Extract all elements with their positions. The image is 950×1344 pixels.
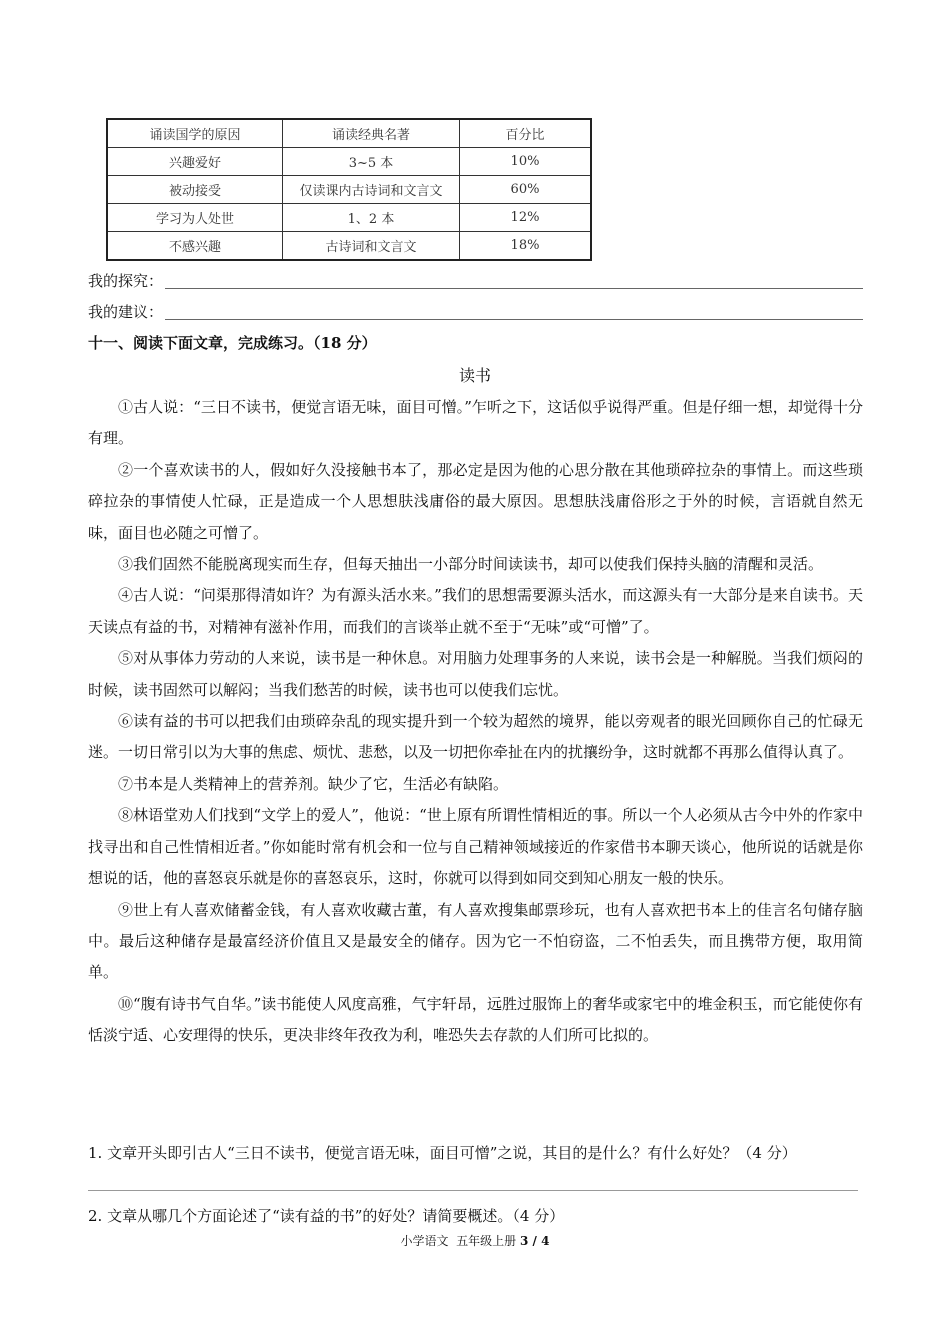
table-cell: 兴趣爱好 [107,148,283,176]
table-cell: 10% [460,148,592,176]
table-cell: 学习为人处世 [107,204,283,232]
explore-label: 我的探究： [88,272,164,290]
essay-paragraph: ①古人说：“三日不读书，便觉言语无味，面目可憎。”乍听之下，这话似乎说得严重。但是仔细一想，却觉得十分有理。 [88,398,863,448]
essay-paragraph: ⑤对从事体力劳动的人来说，读书是一种休息。对用脑力处理事务的人来说，读书会是一种解脱。当我们烦闷的时候，读书固然可以解闷；当我们愁苦的时候，读书也可以使我们忘忧。 [88,649,863,699]
table-cell: 18% [460,232,592,261]
suggest-label: 我的建议： [88,303,164,321]
footer-page-number: 3 / 4 [520,1234,550,1248]
essay-paragraph: ②一个喜欢读书的人，假如好久没接触书本了，那必定是因为他的心思分散在其他琐碎拉杂的事情上。而这些琐碎拉杂的事情使人忙碌，正是造成一个人思想肤浅庸俗的最大原因。思想肤浅庸俗形之于外的时候，言语就自然无味，面目也必随之可憎了。 [88,460,863,542]
question-1: 1. 文章开头即引古人“三日不读书，便觉言语无味，面目可憎”之说，其目的是什么？有什么好处？（4 分） [88,1144,797,1162]
table-cell: 3~5 本 [283,148,460,176]
table-header-cell: 百分比 [460,119,592,148]
page-footer [0,1232,950,1249]
essay-paragraph: ⑩“腹有诗书气自华。”读书能使人风度高雅，气宇轩昂，远胜过服饰上的奢华或家宅中的堆金积玉，而它能使你有恬淡宁适、心安理得的快乐，更决非终年孜孜为利，唯恐失去存款的人们所可比拟的。 [88,994,863,1045]
survey-table [106,118,592,261]
table-row [107,232,591,261]
essay-paragraph: ⑨世上有人喜欢储蓄金钱，有人喜欢收藏古董，有人喜欢搜集邮票珍玩，也有人喜欢把书本上的佳言名句储存脑中。最后这种储存是最富经济价值且又是最安全的储存。因为它一不怕窃盗，二不怕丢失，而且携带方便，取用简单。 [88,900,863,982]
essay-body [88,392,863,1052]
question-1-answer-line[interactable] [88,1190,858,1191]
essay-paragraph: ⑧林语堂劝人们找到“文学上的爱人”，他说：“世上原有所谓性情相近的事。所以一个人必须从古今中外的作家中找寻出和自己性情相近者。”你如能时常有机会和一位与自己精神领域接近的作家借书本聊天谈心，他所说的话就是你想说的话，他的喜怒哀乐就是你的喜怒哀乐，这时，你就可以得到如同交到知心朋友一般的快乐。 [88,806,863,888]
table-header-cell: 诵读国学的原因 [107,119,283,148]
table-row [107,176,591,204]
table-cell: 古诗词和文言文 [283,232,460,261]
section-heading: 十一、阅读下面文章，完成练习。（18 分） [88,334,377,352]
table-cell: 12% [460,204,592,232]
table-header-cell: 诵读经典名著 [283,119,460,148]
table-cell: 60% [460,176,592,204]
essay-paragraph: ③我们固然不能脱离现实而生存，但每天抽出一小部分时间读读书，却可以使我们保持头脑的清醒和灵活。 [118,555,824,574]
essay-paragraph: ④古人说：“问渠那得清如许？为有源头活水来。”我们的思想需要源头活水，而这源头有一大部分是来自读书。天天读点有益的书，对精神有滋补作用，而我们的言谈举止就不至于“无味”或“可憎”了。 [88,586,863,636]
essay-paragraph: ⑦书本是人类精神上的营养剂。缺少了它，生活必有缺陷。 [118,774,509,793]
table-cell: 1、2 本 [283,204,460,232]
table-cell: 被动接受 [107,176,283,204]
table-cell: 仅读课内古诗词和文言文 [283,176,460,204]
footer-subject: 小学语文 五年级上册 [400,1234,517,1248]
essay-paragraph: ⑥读有益的书可以把我们由琐碎杂乱的现实提升到一个较为超然的境界，能以旁观者的眼光回顾你自己的忙碌无迷。一切日常引以为大事的焦虑、烦忧、悲愁，以及一切把你牵扯在内的扰攘纷争，这时就都不再那么值得认真了。 [88,712,863,762]
essay-title: 读书 [458,366,491,385]
answer-rule [165,318,863,320]
table-header-row [107,119,591,148]
suggest-answer-line[interactable] [88,301,863,322]
table-cell: 不感兴趣 [107,232,283,261]
table-row [107,204,591,232]
table-row [107,148,591,176]
explore-answer-line[interactable] [88,270,863,291]
question-2: 2. 文章从哪几个方面论述了“读有益的书”的好处？请简要概述。（4 分） [88,1207,565,1225]
answer-rule [165,287,863,289]
